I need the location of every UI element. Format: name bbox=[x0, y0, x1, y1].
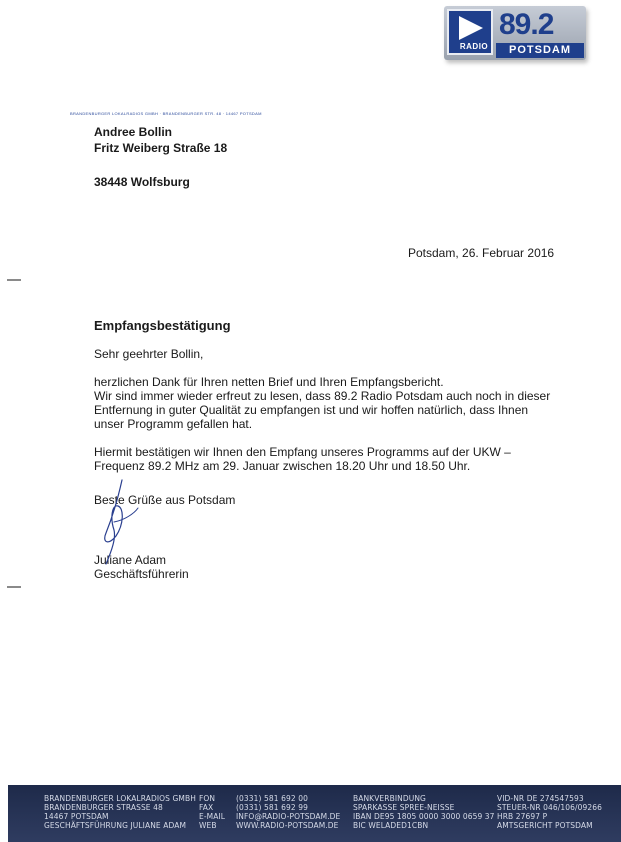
handwritten-signature bbox=[94, 478, 154, 568]
fold-mark-bottom bbox=[7, 586, 21, 588]
signer-title: Geschäftsführerin bbox=[94, 567, 189, 581]
letter-date: Potsdam, 26. Februar 2016 bbox=[408, 246, 555, 260]
footer-registry-line: HRB 27697 P bbox=[497, 812, 548, 821]
letter-subject: Empfangsbestätigung bbox=[94, 318, 231, 333]
fold-mark-top bbox=[7, 279, 21, 281]
footer-company bbox=[44, 794, 196, 830]
footer-web: WWW.RADIO-POTSDAM.DE bbox=[236, 821, 339, 830]
footer-registry-line: STEUER-NR 046/106/09266 bbox=[497, 803, 602, 812]
signer-name: Juliane Adam bbox=[94, 553, 167, 567]
footer-contact-values bbox=[236, 794, 340, 830]
footer-label-web: WEB bbox=[199, 821, 217, 830]
footer-bank-line: BIC WELADED1CBN bbox=[353, 821, 429, 830]
footer-registry-line: VID-NR DE 274547593 bbox=[497, 794, 584, 803]
recipient-street: Fritz Weiberg Straße 18 bbox=[94, 141, 228, 155]
footer-label-email: E-MAIL bbox=[199, 812, 226, 821]
recipient-name: Andree Bollin bbox=[94, 125, 173, 139]
footer-fax: (0331) 581 692 99 bbox=[236, 803, 308, 812]
letterhead-footer bbox=[8, 785, 621, 842]
footer-bank-line: BANKVERBINDUNG bbox=[353, 794, 426, 803]
footer-bank-line: IBAN DE95 1805 0000 3000 0659 37 bbox=[353, 812, 495, 821]
footer-email: INFO@RADIO-POTSDAM.DE bbox=[236, 812, 341, 821]
letter-body bbox=[94, 347, 554, 581]
footer-registry bbox=[497, 794, 602, 830]
footer-company-line: GESCHÄFTSFÜHRUNG JULIANE ADAM bbox=[44, 821, 187, 830]
footer-company-line: BRANDENBURGER STRASSE 48 bbox=[44, 803, 163, 812]
logo-radio-text: RADIO bbox=[459, 42, 489, 51]
footer-registry-line: AMTSGERICHT POTSDAM bbox=[497, 821, 593, 830]
paragraph-thanks: herzlichen Dank für Ihren netten Brief und Ihren Empfangsbericht. bbox=[94, 375, 444, 389]
footer-company-line: BRANDENBURGER LOKALRADIOS GMBH bbox=[44, 794, 196, 803]
footer-bank bbox=[353, 794, 495, 830]
footer-phone: (0331) 581 692 00 bbox=[236, 794, 308, 803]
logo-city: POTSDAM bbox=[496, 43, 584, 58]
recipient-city: 38448 Wolfsburg bbox=[94, 175, 190, 189]
salutation: Sehr geehrter Bollin, bbox=[94, 347, 204, 361]
play-icon bbox=[447, 9, 493, 55]
paragraph-confirmation: Hiermit bestätigen wir Ihnen den Empfang unseres Programms auf der UKW – Frequenz 89.2 MHz am 29. Januar zwischen 18.20 Uhr und 18.50 Uhr. bbox=[94, 445, 511, 473]
sender-return-address: BRANDENBURGER LOKALRADIOS GMBH · BRANDENBURGER STR. 48 · 14467 POTSDAM bbox=[70, 111, 262, 116]
closing: Beste Grüße aus Potsdam bbox=[94, 493, 236, 507]
footer-company-line: 14467 POTSDAM bbox=[44, 812, 109, 821]
footer-contact-labels bbox=[199, 794, 225, 830]
logo-frequency: 89.2 bbox=[499, 8, 554, 41]
paragraph-reception: Wir sind immer wieder erfreut zu lesen, dass 89.2 Radio Potsdam auch noch in dieser Entfernung in guter Qualität zu empfangen ist und wir hoffen natürlich, dass Ihnen unser Programm gefallen hat. bbox=[94, 389, 551, 431]
recipient-address bbox=[94, 124, 227, 190]
footer-bank-line: SPARKASSE SPREE-NEISSE bbox=[353, 803, 455, 812]
footer-label-fax: FAX bbox=[199, 803, 214, 812]
radio-potsdam-logo bbox=[444, 6, 586, 60]
footer-label-phone: FON bbox=[199, 794, 216, 803]
